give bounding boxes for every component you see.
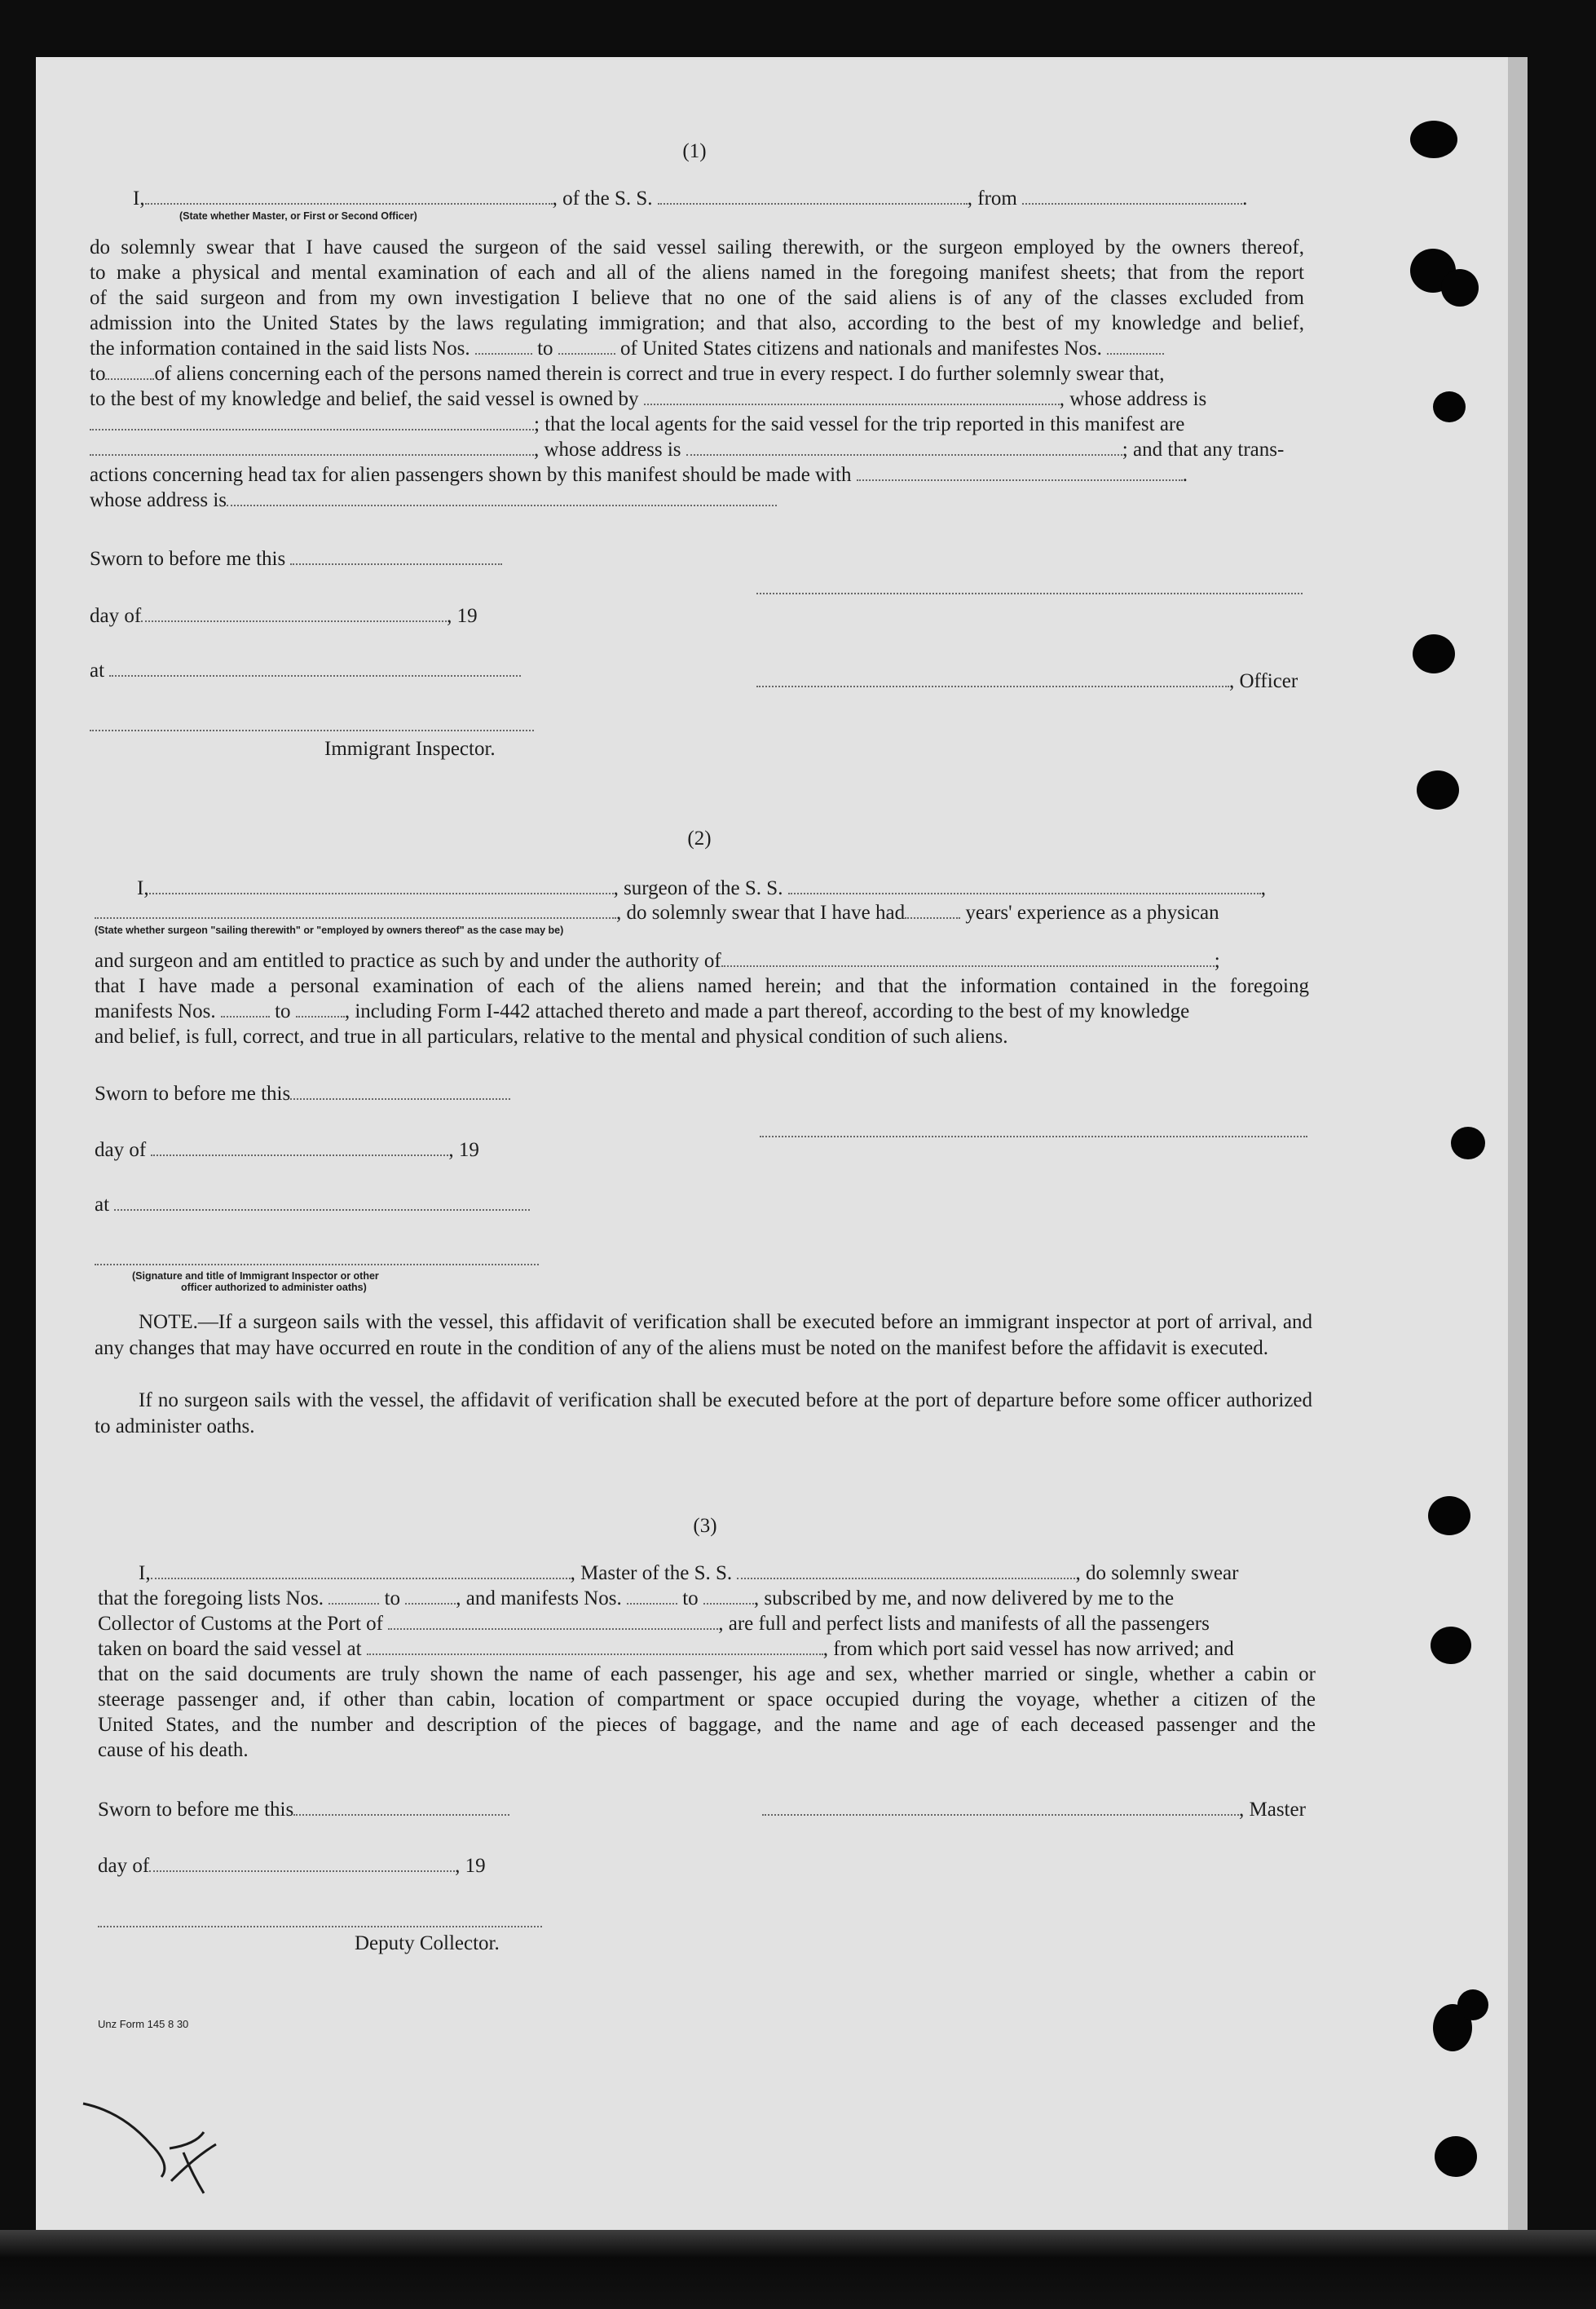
manifest-to-field[interactable] <box>105 364 154 380</box>
s3-sworn-date-field[interactable] <box>293 1799 509 1816</box>
s1-officer-signature: , Officer <box>756 669 1298 694</box>
s1-month-field[interactable] <box>141 606 447 622</box>
form-identifier: Unz Form 145 8 30 <box>98 2018 189 2030</box>
scanner-background <box>0 2230 1596 2309</box>
note-paragraph-1: NOTE.—If a surgeon sails with the vessel, this affidavit of verification shall be executed before an immigrant inspector at port of arrival, and any changes that may have occurred en route in the condition of any of the aliens must be noted on the manifest before the affidavit is executed. <box>95 1311 1312 1359</box>
punch-hole <box>1413 634 1455 673</box>
s1-inspector-line[interactable] <box>90 730 534 731</box>
s2-month-field[interactable] <box>151 1140 448 1156</box>
s1-sworn-date-field[interactable] <box>290 549 502 565</box>
section-2-number: (2) <box>687 828 712 850</box>
s1-at: at <box>90 658 521 683</box>
s3-day-of: day of , 19 <box>98 1855 486 1877</box>
s3-line-5: that on the said documents are truly shown the name of each passenger, his age and sex, whether married or single, whether a cabin or <box>98 1663 1316 1685</box>
punch-hole <box>1451 1127 1485 1159</box>
head-tax-address-field[interactable] <box>227 490 777 506</box>
local-agents-field[interactable] <box>90 439 534 456</box>
officer-rank-note: (State whether Master, or First or Second Officer) <box>179 210 417 222</box>
s3-line-8: cause of his death. <box>98 1739 249 1761</box>
vessel-name-field[interactable] <box>658 188 968 205</box>
s3-line-2: that the foregoing lists Nos. to , and manifests Nos. to , subscribed by me, and now delivered by me to the <box>98 1587 1175 1609</box>
punch-hole <box>1433 391 1466 422</box>
s2-day-of: day of , 19 <box>95 1139 479 1161</box>
s3-master-signature: , Master <box>762 1797 1306 1822</box>
s1-line-4: of the said surgeon and from my own investigation I believe that no one of the said aliens is of any of the classes excluded from <box>90 287 1304 309</box>
practice-authority-field[interactable] <box>721 951 1215 967</box>
surgeon-status-field[interactable] <box>95 903 616 919</box>
s2-sworn: Sworn to before me this <box>95 1081 510 1106</box>
s3-manifests-from-field[interactable] <box>627 1588 677 1605</box>
s1-line-8: to the best of my knowledge and belief, the said vessel is owned by , whose address is <box>90 388 1207 410</box>
s3-collector-line[interactable] <box>98 1926 542 1927</box>
s1-line-11: actions concerning head tax for alien passengers shown by this manifest should be made with . <box>90 464 1188 486</box>
s3-line-3: Collector of Customs at the Port of , are full and perfect lists and manifests of all the passengers <box>98 1613 1210 1635</box>
years-experience-field[interactable] <box>905 903 960 919</box>
master-signature-field[interactable] <box>762 1799 1239 1816</box>
s1-line-12: whose address is <box>90 488 777 513</box>
punch-hole <box>1435 2136 1477 2177</box>
s1-sworn: Sworn to before me this <box>90 546 502 572</box>
s3-manifests-to-field[interactable] <box>703 1588 754 1605</box>
s2-manifest-from-field[interactable] <box>221 1001 270 1018</box>
section-1-number: (1) <box>682 140 707 162</box>
s1-line-2: do solemnly swear that I have caused the surgeon of the said vessel sailing therewith, or the surgeon employed by the owners thereof, <box>90 236 1304 258</box>
s3-month-field[interactable] <box>149 1856 455 1872</box>
s1-line-1: I, , of the S. S. , from . <box>133 188 1248 210</box>
master-name-field[interactable] <box>151 1563 571 1579</box>
customs-port-field[interactable] <box>388 1614 718 1630</box>
s3-sworn: Sworn to before me this <box>98 1797 509 1822</box>
s2-line-4: that I have made a personal examination of each of the aliens named herein; and that the information contained in the foregoing <box>95 975 1309 997</box>
s2-line-3: and surgeon and am entitled to practice as such by and under the authority of ; <box>95 950 1220 972</box>
s1-location-field[interactable] <box>109 660 521 677</box>
s2-signature-line[interactable] <box>760 1136 1307 1137</box>
head-tax-contact-field[interactable] <box>857 465 1183 481</box>
s1-line-6: the information contained in the said lists Nos. to of United States citizens and nationals and manifestes Nos. <box>90 336 1164 361</box>
s1-line-9: ; that the local agents for the said vessel for the trip reported in this manifest are <box>90 412 1184 437</box>
s3-lists-to-field[interactable] <box>405 1588 456 1605</box>
surgeon-name-field[interactable] <box>149 878 614 894</box>
note-paragraph-2: If no surgeon sails with the vessel, the affidavit of verification shall be executed before at the port of departure before some officer authorized to administer oaths. <box>95 1389 1312 1437</box>
s3-line-7: United States, and the number and description of the pieces of baggage, and the name and age of each deceased passenger and the <box>98 1714 1316 1736</box>
manifest-from-field[interactable] <box>1107 338 1164 355</box>
s3-collector-label: Deputy Collector. <box>355 1932 500 1954</box>
departure-port-field[interactable] <box>1022 188 1242 205</box>
s2-line-6: and belief, is full, correct, and true in all particulars, relative to the mental and physical condition of such aliens. <box>95 1026 1008 1048</box>
s3-line-6: steerage passenger and, if other than cabin, location of compartment or space occupied during the voyage, whether a citizen of the <box>98 1689 1316 1711</box>
surgeon-status-note: (State whether surgeon "sailing therewith" or "employed by owners thereof" as the case may be) <box>95 925 564 936</box>
s1-inspector-label: Immigrant Inspector. <box>324 738 496 760</box>
officer-rank-field[interactable] <box>145 188 553 205</box>
punch-hole <box>1431 1627 1471 1664</box>
s3-line-4: taken on board the said vessel at , from which port said vessel has now arrived; and <box>98 1638 1234 1660</box>
s2-line-1: I, , surgeon of the S. S. , <box>137 877 1266 899</box>
s2-at: at <box>95 1192 530 1217</box>
vessel-owner-field[interactable] <box>644 389 1060 405</box>
s1-line-5: admission into the United States by the laws regulating immigration; and that also, according to the best of my knowledge and belief, <box>90 312 1304 334</box>
s1-signature-line[interactable] <box>756 593 1303 594</box>
s3-vessel-field[interactable] <box>737 1563 1075 1579</box>
s3-lists-from-field[interactable] <box>328 1588 379 1605</box>
s1-line-7: to of aliens concerning each of the persons named therein is correct and true in every respect. I do further solemnly swear that, <box>90 363 1165 385</box>
punch-hole <box>1410 121 1457 158</box>
page-edge <box>1508 57 1528 2230</box>
handwritten-mark <box>73 2087 253 2210</box>
s1-day-of: day of , 19 <box>90 605 478 627</box>
citizen-list-from-field[interactable] <box>475 338 532 355</box>
s1-line-10: , whose address is ; and that any trans- <box>90 437 1284 462</box>
section-3-number: (3) <box>693 1515 717 1537</box>
s2-location-field[interactable] <box>114 1194 530 1211</box>
s2-line-2: , do solemnly swear that I have had years' experience as a physican <box>95 900 1219 925</box>
s2-inspector-line[interactable] <box>95 1264 539 1265</box>
s2-vessel-field[interactable] <box>788 878 1261 894</box>
punch-hole <box>1441 269 1479 307</box>
citizen-list-to-field[interactable] <box>558 338 615 355</box>
s3-line-1: I, , Master of the S. S. , do solemnly swear <box>139 1562 1239 1584</box>
agents-address-field[interactable] <box>686 439 1122 456</box>
embarkation-port-field[interactable] <box>367 1639 823 1655</box>
s2-signature-note-2: officer authorized to administer oaths) <box>181 1282 367 1293</box>
punch-hole <box>1417 770 1459 810</box>
punch-hole <box>1457 1989 1488 2020</box>
owner-address-field[interactable] <box>90 414 534 430</box>
s1-line-3: to make a physical and mental examination of each and all of the aliens named in the foregoing manifest sheets; that from the report <box>90 262 1304 284</box>
punch-hole <box>1428 1496 1470 1535</box>
s2-line-5: manifests Nos. to , including Form I-442 attached thereto and made a part thereof, according to the best of my knowledge <box>95 1000 1190 1022</box>
s2-manifest-to-field[interactable] <box>296 1001 345 1018</box>
officer-signature-field[interactable] <box>756 671 1229 687</box>
s2-sworn-date-field[interactable] <box>290 1084 510 1100</box>
s2-signature-note-1: (Signature and title of Immigrant Inspector or other <box>132 1270 379 1282</box>
